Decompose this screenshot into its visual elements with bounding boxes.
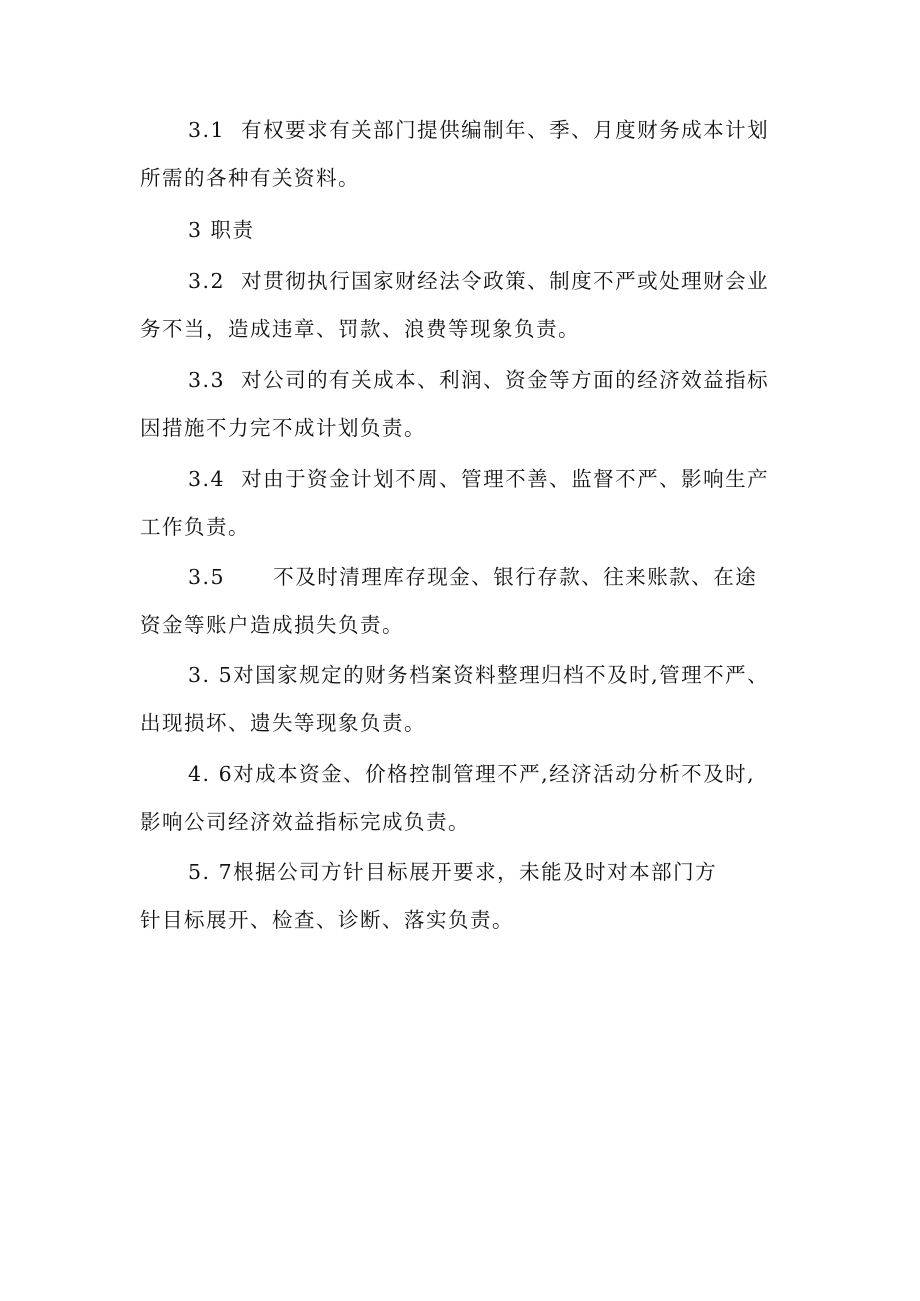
paragraph-line: 因措施不力完不成计划负责。 <box>140 416 426 440</box>
paragraph-3-5b <box>140 651 790 747</box>
paragraph-3-4 <box>140 455 790 551</box>
paragraph-line: 3.2 对贯彻执行国家财经法令政策、制度不严或处理财会业 <box>188 269 770 293</box>
paragraph-line: 影响公司经济效益指标完成负责。 <box>140 810 470 834</box>
paragraph-line: 3.4 对由于资金计划不周、管理不善、监督不严、影响生产 <box>188 467 770 491</box>
heading-line: 3 职责 <box>188 218 255 242</box>
section-heading-duties <box>140 206 790 254</box>
paragraph-3-5 <box>140 553 790 649</box>
paragraph-3-1 <box>140 106 790 202</box>
paragraph-line: 4. 6对成本资金、价格控制管理不严,经济活动分析不及时, <box>188 762 756 786</box>
paragraph-line: 5. 7根据公司方针目标展开要求，未能及时对本部门方 <box>188 860 718 884</box>
paragraph-3-2 <box>140 257 790 353</box>
paragraph-line: 3.3 对公司的有关成本、利润、资金等方面的经济效益指标 <box>188 368 770 392</box>
paragraph-line: 务不当，造成违章、罚款、浪费等现象负责。 <box>140 317 580 341</box>
paragraph-line: 3.5 不及时清理库存现金、银行存款、往来账款、在途 <box>188 565 758 589</box>
paragraph-line: 出现损坏、遗失等现象负责。 <box>140 711 426 735</box>
paragraph-5-7 <box>140 848 790 944</box>
paragraph-line: 针目标展开、检查、诊断、落实负责。 <box>140 908 514 932</box>
paragraph-3-3 <box>140 356 790 452</box>
paragraph-line: 所需的各种有关资料。 <box>140 166 360 190</box>
paragraph-4-6 <box>140 750 790 846</box>
paragraph-line: 3.1 有权要求有关部门提供编制年、季、月度财务成本计划 <box>188 118 770 142</box>
paragraph-line: 资金等账户造成损失负责。 <box>140 613 404 637</box>
paragraph-line: 工作负责。 <box>140 515 250 539</box>
paragraph-line: 3. 5对国家规定的财务档案资料整理归档不及时,管理不严、 <box>188 663 770 687</box>
